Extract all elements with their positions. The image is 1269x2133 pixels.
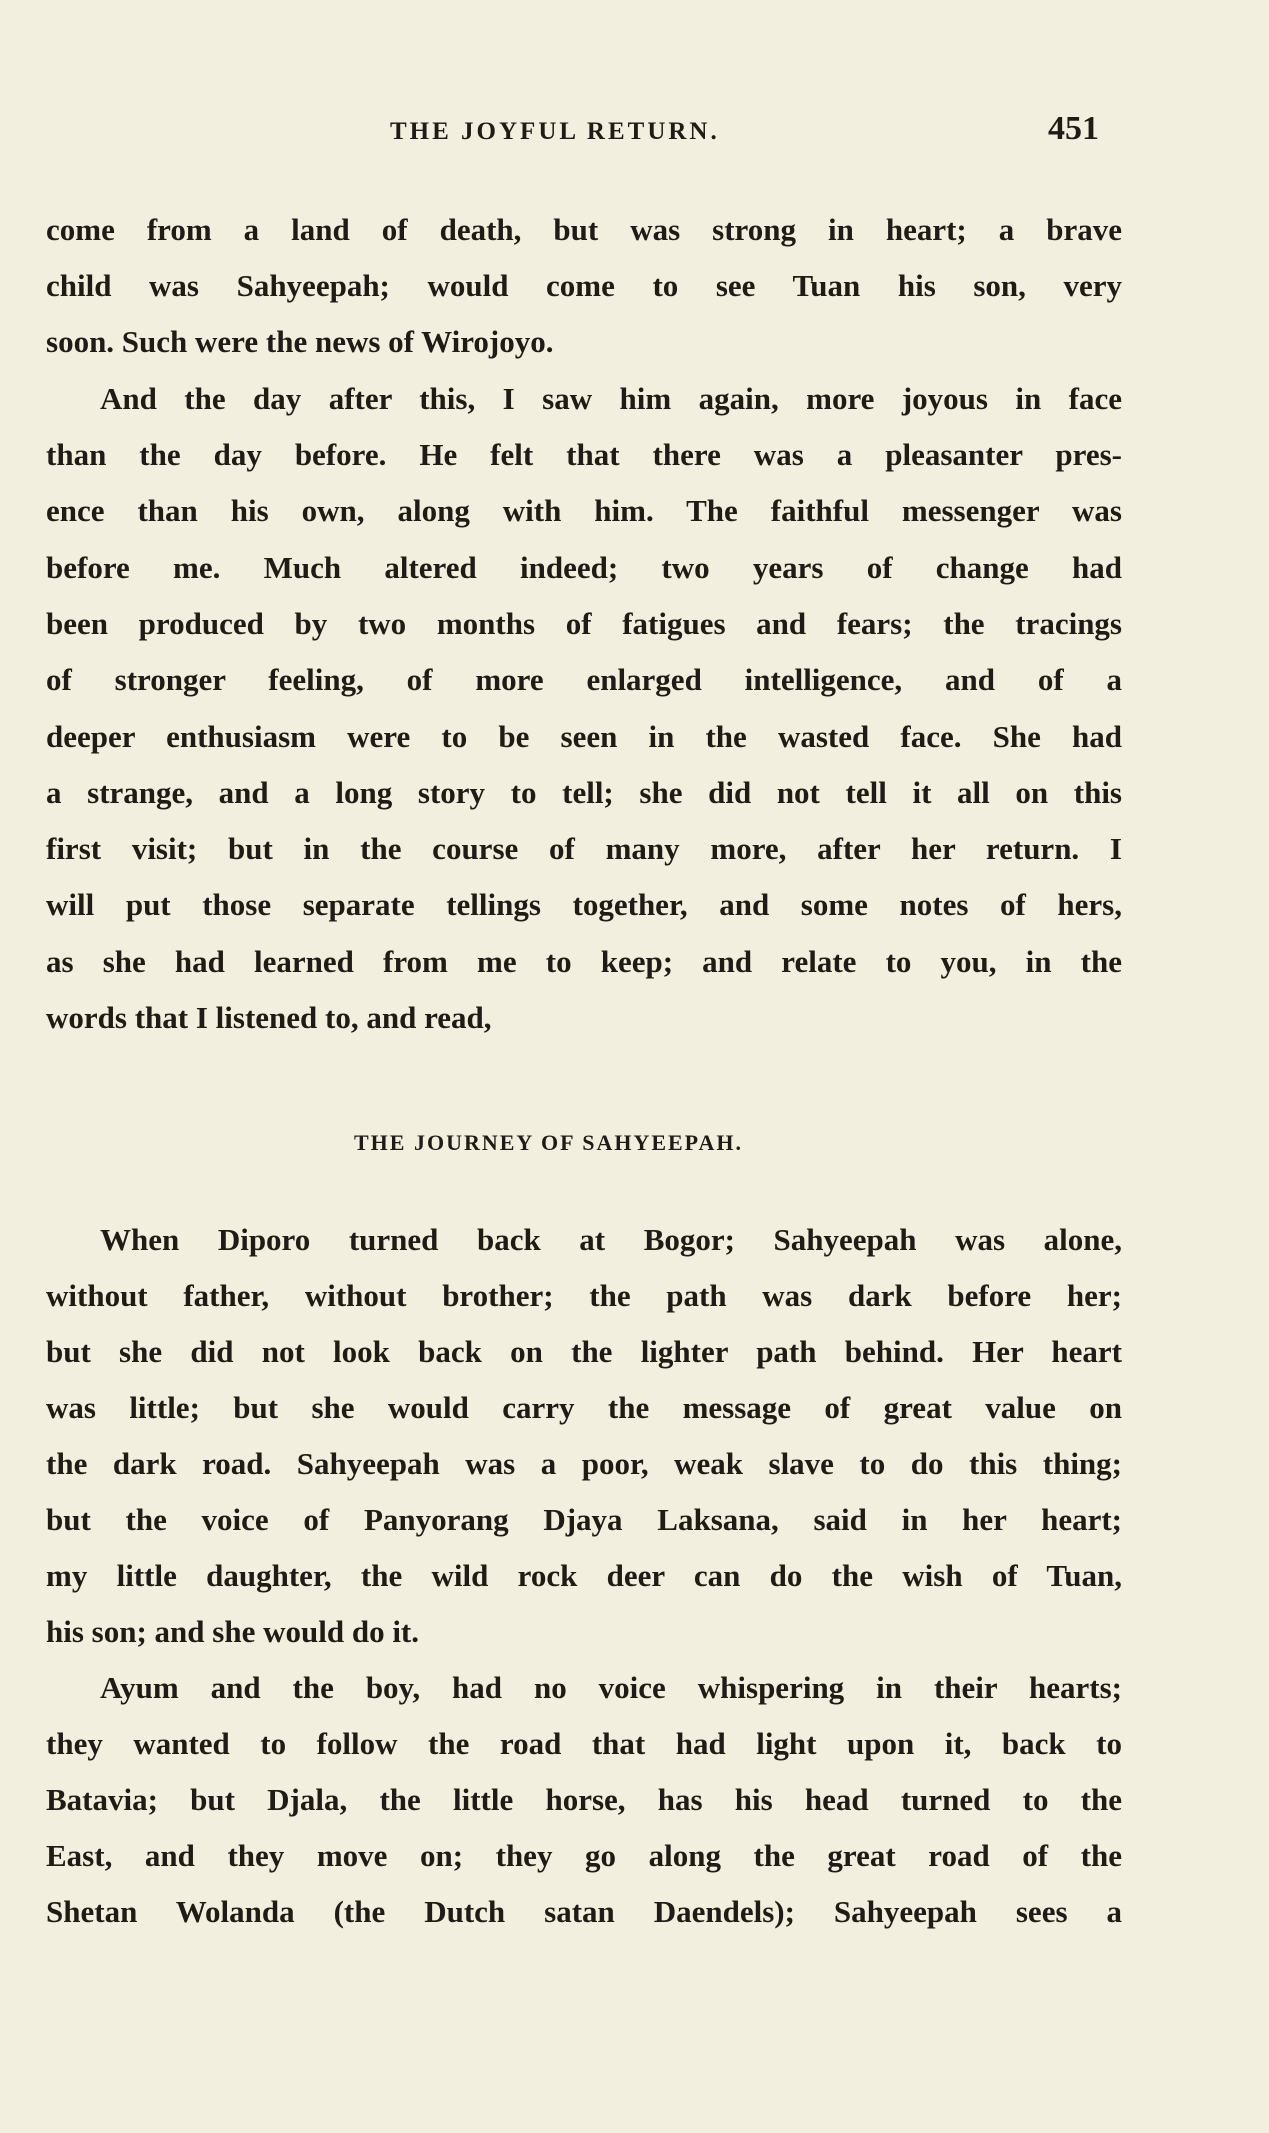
text-line: Batavia; but Djala, the little horse, has his head turned to the xyxy=(46,1782,1122,1817)
text-line: a strange, and a long story to tell; she did not tell it all on this xyxy=(46,775,1122,810)
text-line: before me. Much altered indeed; two years of change had xyxy=(46,550,1122,585)
text-line: first visit; but in the course of many more, after her return. I xyxy=(46,831,1122,866)
text-line: but the voice of Panyorang Djaya Laksana, said in her heart; xyxy=(46,1502,1122,1537)
text-line: but she did not look back on the lighter path behind. Her heart xyxy=(46,1334,1122,1369)
text-line: been produced by two months of fatigues and fears; the tracings xyxy=(46,606,1122,641)
text-line: my little daughter, the wild rock deer can do the wish of Tuan, xyxy=(46,1558,1122,1593)
text-line: East, and they move on; they go along the great road of the xyxy=(46,1838,1122,1873)
text-line: his son; and she would do it. xyxy=(46,1614,419,1649)
text-line: without father, without brother; the path was dark before her; xyxy=(46,1278,1122,1313)
text-line: the dark road. Sahyeepah was a poor, weak slave to do this thing; xyxy=(46,1446,1122,1481)
text-line: was little; but she would carry the message of great value on xyxy=(46,1390,1122,1425)
text-line: And the day after this, I saw him again, more joyous in face xyxy=(100,381,1122,416)
text-line: ence than his own, along with him. The faithful messenger was xyxy=(46,493,1122,528)
text-line: will put those separate tellings together, and some notes of hers, xyxy=(46,887,1122,922)
text-line: deeper enthusiasm were to be seen in the wasted face. She had xyxy=(46,719,1122,754)
text-line: they wanted to follow the road that had light upon it, back to xyxy=(46,1726,1122,1761)
text-line: child was Sahyeepah; would come to see Tuan his son, very xyxy=(46,268,1122,303)
running-title: THE JOYFUL RETURN. xyxy=(390,118,720,145)
text-line: come from a land of death, but was strong in heart; a brave xyxy=(46,212,1122,247)
text-line: of stronger feeling, of more enlarged intelligence, and of a xyxy=(46,662,1122,697)
text-line: as she had learned from me to keep; and relate to you, in the xyxy=(46,944,1122,979)
section-heading: THE JOURNEY OF SAHYEEPAH. xyxy=(354,1130,743,1155)
text-line: words that I listened to, and read, xyxy=(46,1000,492,1035)
text-line: Ayum and the boy, had no voice whispering in their hearts; xyxy=(100,1670,1122,1705)
text-line: Shetan Wolanda (the Dutch satan Daendels); Sahyeepah sees a xyxy=(46,1894,1122,1929)
text-line: soon. Such were the news of Wirojoyo. xyxy=(46,324,554,359)
text-line: than the day before. He felt that there was a pleasanter pres- xyxy=(46,437,1122,472)
text-line: When Diporo turned back at Bogor; Sahyeepah was alone, xyxy=(100,1222,1122,1257)
page-number: 451 xyxy=(1048,110,1099,147)
